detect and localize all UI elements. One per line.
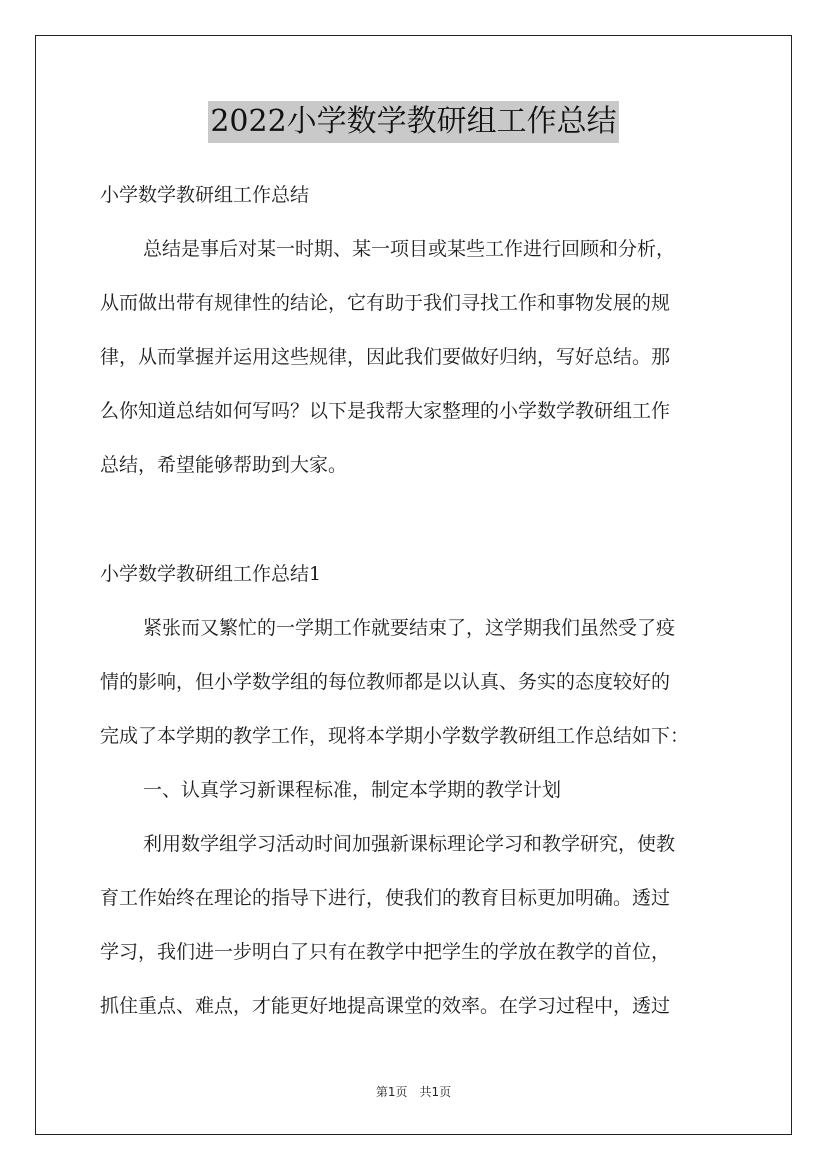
section-line: 紧张而又繁忙的一学期工作就要结束了，这学期我们虽然受了疫 [143, 617, 676, 639]
section-heading: 小学数学教研组工作总结1 [100, 563, 322, 585]
intro-subtitle: 小学数学教研组工作总结 [100, 184, 310, 206]
title-container [0, 101, 827, 143]
intro-line: 总结，希望能够帮助到大家。 [100, 454, 348, 476]
intro-line: 总结是事后对某一时期、某一项目或某些工作进行回顾和分析， [143, 238, 676, 260]
intro-line: 律，从而掌握并运用这些规律，因此我们要做好归纳，写好总结。那 [100, 346, 671, 368]
section-line: 情的影响，但小学数学组的每位教师都是以认真、务实的态度较好的 [100, 671, 671, 693]
point-heading: 一、认真学习新课程标准，制定本学期的教学计划 [143, 779, 562, 801]
document-title: 2022小学数学教研组工作总结 [208, 101, 618, 143]
section-line: 完成了本学期的教学工作，现将本学期小学数学教研组工作总结如下： [100, 725, 690, 747]
point-line: 学习，我们进一步明白了只有在教学中把学生的学放在教学的首位， [100, 941, 671, 963]
page-footer: 第1页 共1页 [375, 1085, 452, 1099]
intro-line: 从而做出带有规律性的结论，它有助于我们寻找工作和事物发展的规 [100, 292, 671, 314]
intro-line: 么你知道总结如何写吗？以下是我帮大家整理的小学数学教研组工作 [100, 400, 671, 422]
point-line: 抓住重点、难点，才能更好地提高课堂的效率。在学习过程中，透过 [100, 995, 671, 1017]
point-line: 利用数学组学习活动时间加强新课标理论学习和教学研究，使教 [143, 833, 676, 855]
point-line: 育工作始终在理论的指导下进行，使我们的教育目标更加明确。透过 [100, 887, 671, 909]
